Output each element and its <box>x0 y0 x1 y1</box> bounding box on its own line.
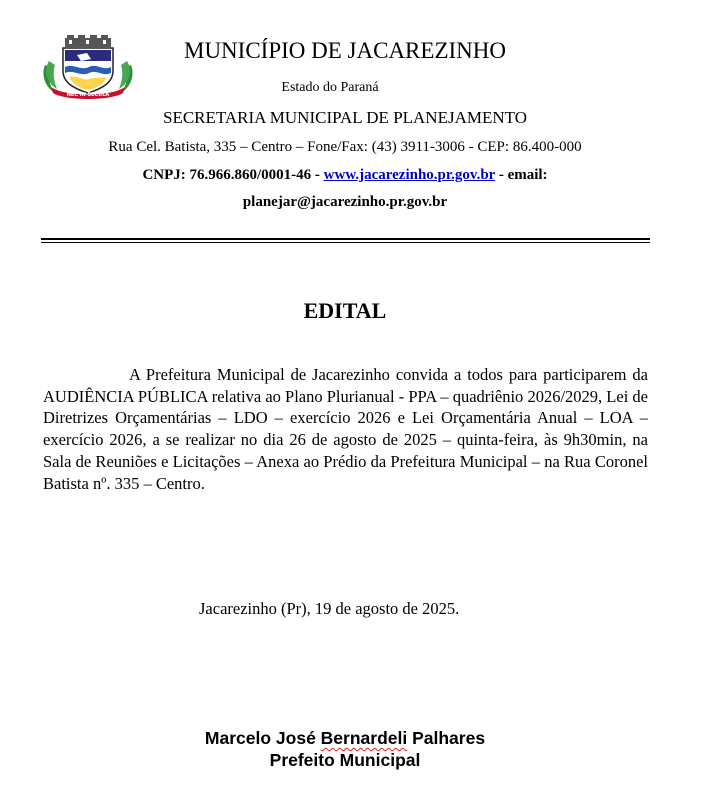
signatory-first: Marcelo José <box>204 728 321 748</box>
signatory-role: Prefeito Municipal <box>269 750 421 770</box>
state-name: Estado do Paraná <box>281 80 379 95</box>
header-divider-thin <box>41 242 650 243</box>
municipality-title: MUNICÍPIO DE JACAREZINHO <box>184 38 506 63</box>
signatory-last: Palhares <box>407 728 486 748</box>
cnpj-text: CNPJ: 76.966.860/0001-46 - <box>142 167 324 183</box>
signatory-name <box>0 728 690 749</box>
secretariat-name: SECRETARIA MUNICIPAL DE PLANEJAMENTO <box>162 108 527 127</box>
email-address: planejar@jacarezinho.pr.gov.br <box>242 194 448 210</box>
notice-title: EDITAL <box>303 298 387 323</box>
svg-text:NEC IN SECULA: NEC IN SECULA <box>66 92 110 98</box>
website-link[interactable]: www.jacarezinho.pr.gov.br <box>323 167 496 183</box>
email-label: - email: <box>495 167 548 183</box>
header-divider-thick <box>41 238 650 240</box>
address-line: Rua Cel. Batista, 335 – Centro – Fone/Fax: (43) 3911-3006 - CEP: 86.400-000 <box>108 139 582 155</box>
cnpj-line <box>0 167 690 184</box>
signatory-middle: Bernardeli <box>320 728 408 748</box>
date-line: Jacarezinho (Pr), 19 de agosto de 2025. <box>199 599 460 618</box>
notice-body: A Prefeitura Municipal de Jacarezinho convida a todos para participarem da AUDIÊNCIA PÚBLICA relativa ao Plano Plurianual - PPA – quadriênio 2026/2029, Lei de Diretrizes Orçamentárias – LDO – exercício 2026 e Lei Orçamentária Anual – LOA – exercício 2026, a se realizar no dia 26 de agosto de 2025 – quinta-feira, às 9h30min, na Sala de Reuniões e Licitações – Anexa ao Prédio da Prefeitura Municipal – na Rua Coronel Batista nº. 335 – Centro. <box>43 365 648 493</box>
